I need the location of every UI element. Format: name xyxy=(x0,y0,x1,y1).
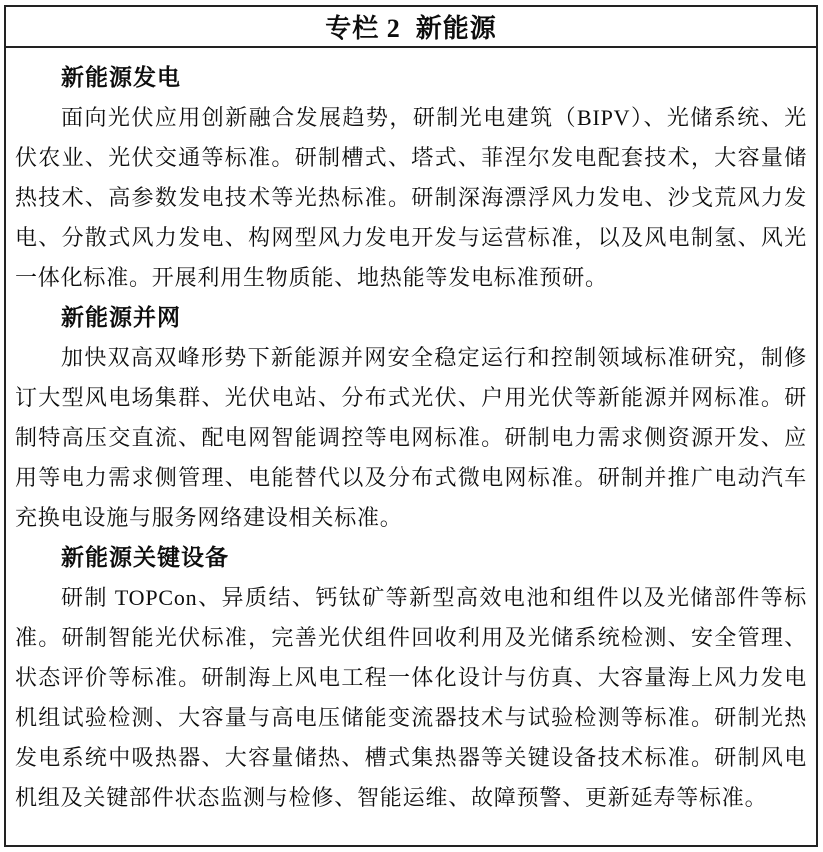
section-heading-new-energy-generation: 新能源发电 xyxy=(61,65,181,90)
section-paragraph-new-energy-key-equipment: 研制 TOPCon、异质结、钙钛矿等新型高效电池和组件以及光储部件等标准。研制智能光伏标准，完善光伏组件回收利用及光储系统检测、安全管理、状态评价等标准。研制海上风电工程一体化设计与仿真、大容量海上风力发电机组试验检测、大容量与高电压储能变流器技术与试验检测等标准。研制光热发电系统中吸热器、大容量储热、槽式集热器等关键设备技术标准。研制风电机组及关键部件状态监测与检修、智能运维、故障预警、更新延寿等标准。 xyxy=(15,585,807,810)
column-title: 专栏 2 新能源 xyxy=(325,14,497,43)
column-box xyxy=(4,5,818,847)
section-heading-new-energy-grid-connection: 新能源并网 xyxy=(61,305,181,330)
section-heading-new-energy-key-equipment: 新能源关键设备 xyxy=(61,545,229,570)
section-paragraph-new-energy-generation: 面向光伏应用创新融合发展趋势，研制光电建筑（BIPV）、光储系统、光伏农业、光伏交通等标准。研制槽式、塔式、菲涅尔发电配套技术，大容量储热技术、高参数发电技术等光热标准。研制深海漂浮风力发电、沙戈荒风力发电、分散式风力发电、构网型风力发电开发与运营标准，以及风电制氢、风光一体化标准。开展利用生物质能、地热能等发电标准预研。 xyxy=(15,105,807,290)
section-paragraph-new-energy-grid-connection: 加快双高双峰形势下新能源并网安全稳定运行和控制领域标准研究，制修订大型风电场集群、光伏电站、分布式光伏、户用光伏等新能源并网标准。研制特高压交直流、配电网智能调控等电网标准。研制电力需求侧资源开发、应用等电力需求侧管理、电能替代以及分布式微电网标准。研制并推广电动汽车充换电设施与服务网络建设相关标准。 xyxy=(15,345,807,530)
column-body xyxy=(6,48,816,818)
column-header xyxy=(6,7,816,48)
